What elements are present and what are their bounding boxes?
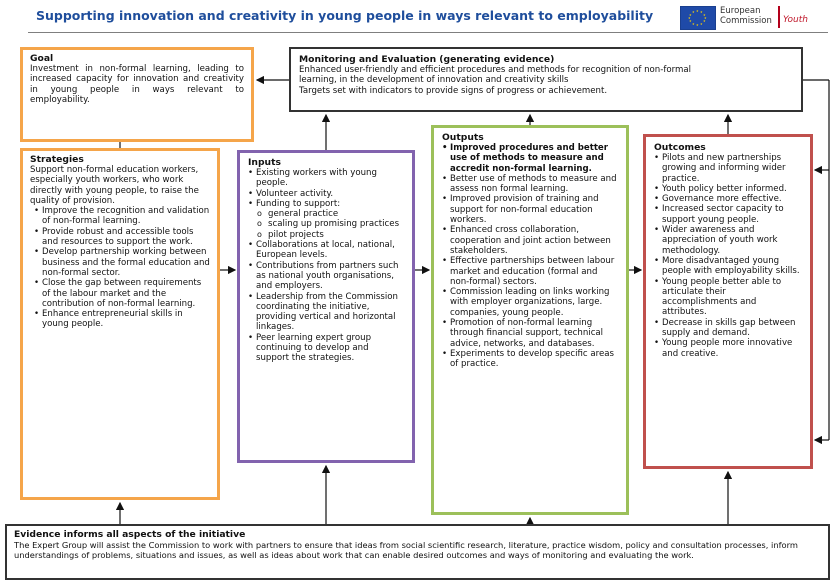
page-title: Supporting innovation and creativity in young people in ways relevant to employability [36, 8, 654, 23]
inputs-box [237, 150, 415, 463]
outcomes-box [643, 134, 813, 469]
outputs-box [431, 125, 629, 515]
list-item: • Collaborations at local, national, European levels. [248, 240, 404, 261]
monitoring-box [289, 47, 803, 112]
list-subitem: o pilot projects [248, 230, 404, 240]
list-item: • Funding to support: [248, 199, 404, 209]
logo-line1: European [720, 6, 761, 16]
monitoring-line: learning, in the development of innovation and creativity skills [299, 75, 569, 86]
list-item: • Develop partnership working between business and the formal education and non-formal sector. [34, 247, 210, 278]
list-item-bold: • Improved procedures and better use of methods to measure and accredit non-formal learning. [442, 143, 618, 174]
outcomes-list [654, 153, 802, 359]
list-item: • Pilots and new partnerships growing and informing wider practice. [654, 153, 802, 184]
list-item: • Existing workers with young people. [248, 168, 404, 189]
list-item: • Enhance entrepreneurial skills in young people. [34, 309, 210, 330]
list-item: • Youth policy better informed. [654, 184, 802, 194]
list-item: • Commission leading on links working with employer organizations, large. companies, young people. [442, 287, 618, 318]
list-item: • Effective partnerships between labour market and education (formal and non-formal) sectors. [442, 256, 618, 287]
goal-heading: Goal [30, 53, 54, 64]
strategies-list [34, 206, 210, 330]
logo-youth: Youth [783, 15, 808, 25]
monitoring-line: Targets set with indicators to provide signs of progress or achievement. [299, 85, 608, 96]
outputs-list [442, 143, 618, 370]
list-subitem: o general practice [248, 209, 404, 219]
inputs-heading: Inputs [248, 157, 281, 168]
list-item: • Experiments to develop specific areas of practice. [442, 349, 618, 370]
list-item: • Promotion of non-formal learning through financial support, technical advice, networks, and databases. [442, 318, 618, 349]
list-item: • Decrease in skills gap between supply and demand. [654, 318, 802, 339]
eu-flag-logo: ★ ★ ★ ★ ★ ★ ★ ★ ★ ★ ★ ★ [680, 6, 716, 30]
list-item: • Wider awareness and appreciation of youth work methodology. [654, 225, 802, 256]
evidence-heading: Evidence informs all aspects of the initiative [14, 529, 246, 540]
outcomes-heading: Outcomes [654, 142, 706, 153]
list-item: • Improve the recognition and validation of non-formal learning. [34, 206, 210, 227]
goal-text: Investment in non-formal learning, leading to increased capacity for innovation and creativity in young people in ways relevant to employability. [30, 64, 244, 105]
monitoring-heading: Monitoring and Evaluation (generating evidence) [299, 54, 555, 65]
evidence-box [5, 524, 830, 580]
list-item: • Improved provision of training and support for non-formal education workers. [442, 194, 618, 225]
list-item: • Peer learning expert group continuing to develop and support the strategies. [248, 333, 404, 364]
strategies-heading: Strategies [30, 154, 84, 165]
list-subitem: o scaling up promising practices [248, 219, 404, 229]
strategies-box [20, 148, 220, 500]
list-item: • Leadership from the Commission coordinating the initiative, providing vertical and horizontal linkages. [248, 292, 404, 333]
goal-box [20, 47, 254, 142]
list-item: • Enhanced cross collaboration, cooperation and joint action between stakeholders. [442, 225, 618, 256]
logo-line2: Commission [720, 16, 772, 26]
list-item: • Volunteer activity. [248, 189, 404, 199]
list-item: • Close the gap between requirements of the labour market and the contribution of non-formal learning. [34, 278, 210, 309]
list-item: • Young people better able to articulate their accomplishments and attributes. [654, 277, 802, 318]
inputs-list [248, 168, 404, 364]
strategies-intro: Support non-formal education workers, especially youth workers, who work directly with young people, to raise the quality of provision. [30, 165, 199, 206]
monitoring-line: Enhanced user-friendly and efficient procedures and methods for recognition of non-formal [299, 65, 692, 75]
outputs-heading: Outputs [442, 132, 484, 143]
list-item: • Provide robust and accessible tools and resources to support the work. [34, 227, 210, 248]
list-item: • Increased sector capacity to support young people. [654, 204, 802, 225]
list-item: • Governance more effective. [654, 194, 802, 204]
list-item: • More disadvantaged young people with employability skills. [654, 256, 802, 277]
evidence-text: The Expert Group will assist the Commission to work with partners to ensure that ideas from social scientific research, literature, practice wisdom, policy and consultation processes, inform understandings of problems, situations and issues, as well as ideas about work that can enable desired outcomes and ways of monitoring and evaluating the work. [14, 540, 798, 560]
list-item: • Contributions from partners such as national youth organisations, and employers. [248, 261, 404, 292]
list-item: • Young people more innovative and creative. [654, 338, 802, 359]
list-item: • Better use of methods to measure and assess non formal learning. [442, 174, 618, 195]
